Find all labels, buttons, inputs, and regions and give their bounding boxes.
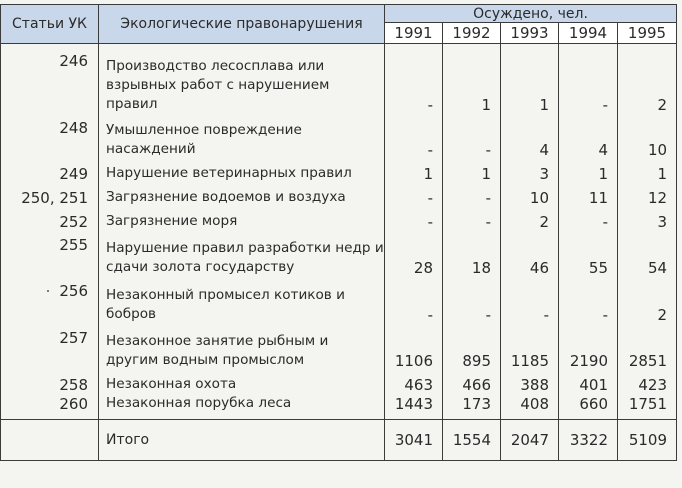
value-cell: 3 [501,159,559,183]
value-cell: 1 [618,159,677,183]
header-convicted: Осуждено, чел. [385,5,677,23]
value-cell: 4 [559,114,618,159]
value-cell: 895 [443,324,501,370]
header-year: 1992 [443,23,501,44]
value-cell: 388 [501,370,559,394]
table-row [1,277,677,324]
value-cell: 2851 [618,324,677,370]
value-cell: 18 [443,231,501,277]
article-number: 256 [59,281,88,300]
value-cell: - [443,114,501,159]
dot-mark [47,290,49,292]
value-cell: 1106 [385,324,443,370]
article-cell: 250, 251 [1,183,99,207]
header-year: 1993 [501,23,559,44]
total-value: 3041 [385,420,443,461]
value-cell: - [385,114,443,159]
value-cell: 46 [501,231,559,277]
table-body [1,44,677,420]
table-row [1,231,677,277]
header-description: Экологические правонарушения [99,5,385,44]
article-cell: 260 [1,394,99,420]
value-cell: 1 [559,159,618,183]
value-cell: 10 [618,114,677,159]
article-cell: 257 [1,324,99,370]
description-cell: Загрязнение водоемов и воздуха [99,183,385,207]
table-header [1,5,677,44]
value-cell: - [559,207,618,231]
value-cell: 10 [501,183,559,207]
value-cell: 2 [618,44,677,114]
value-cell: 466 [443,370,501,394]
value-cell: - [443,183,501,207]
value-cell: - [501,277,559,324]
value-cell: 660 [559,394,618,420]
value-cell: 1 [443,159,501,183]
value-cell: 1751 [618,394,677,420]
description-cell: Нарушение правил разработки недр и сдачи золота государству [99,231,385,277]
value-cell: - [385,183,443,207]
value-cell: 173 [443,394,501,420]
description-cell: Незаконный промысел котиков и бобров [99,277,385,324]
value-cell: 28 [385,231,443,277]
value-cell: 2 [501,207,559,231]
value-cell: 408 [501,394,559,420]
value-cell: 3 [618,207,677,231]
value-cell: 1185 [501,324,559,370]
total-value: 5109 [618,420,677,461]
value-cell: 54 [618,231,677,277]
table-row [1,370,677,394]
value-cell: 4 [501,114,559,159]
article-cell: 248 [1,114,99,159]
table-footer [1,420,677,461]
description-cell: Незаконная охота [99,370,385,394]
header-article: Статьи УК [1,5,99,44]
value-cell: 1 [443,44,501,114]
value-cell: - [443,277,501,324]
table-row [1,44,677,114]
total-article-cell [1,420,99,461]
total-value: 3322 [559,420,618,461]
description-cell: Умышленное повреждение насаждений [99,114,385,159]
value-cell: 1443 [385,394,443,420]
header-year: 1991 [385,23,443,44]
value-cell: 1 [501,44,559,114]
table-row [1,394,677,420]
total-row [1,420,677,461]
value-cell: 1 [385,159,443,183]
description-cell: Незаконное занятие рыбным и другим водным промыслом [99,324,385,370]
total-value: 2047 [501,420,559,461]
value-cell: - [385,44,443,114]
value-cell: 12 [618,183,677,207]
total-label: Итого [99,420,385,461]
total-value: 1554 [443,420,501,461]
article-cell: 246 [1,44,99,114]
value-cell: 2190 [559,324,618,370]
table-row [1,159,677,183]
header-year: 1994 [559,23,618,44]
header-year: 1995 [618,23,677,44]
value-cell: 423 [618,370,677,394]
environmental-crimes-table [0,4,677,461]
article-cell: 252 [1,207,99,231]
description-cell: Загрязнение моря [99,207,385,231]
value-cell: 11 [559,183,618,207]
value-cell: - [385,277,443,324]
value-cell: 55 [559,231,618,277]
description-cell: Производство лесосплава или взрывных работ с нарушением правил [99,44,385,114]
value-cell: - [443,207,501,231]
value-cell: 2 [618,277,677,324]
description-cell: Нарушение ветеринарных правил [99,159,385,183]
value-cell: 401 [559,370,618,394]
value-cell: 463 [385,370,443,394]
description-cell: Незаконная порубка леса [99,394,385,420]
article-cell: 255 [1,231,99,277]
value-cell: - [559,277,618,324]
article-cell: 258 [1,370,99,394]
value-cell: - [559,44,618,114]
article-cell: 249 [1,159,99,183]
table-row [1,183,677,207]
article-cell [1,277,99,324]
table-row [1,114,677,159]
table-row [1,207,677,231]
value-cell: - [385,207,443,231]
table-row [1,324,677,370]
